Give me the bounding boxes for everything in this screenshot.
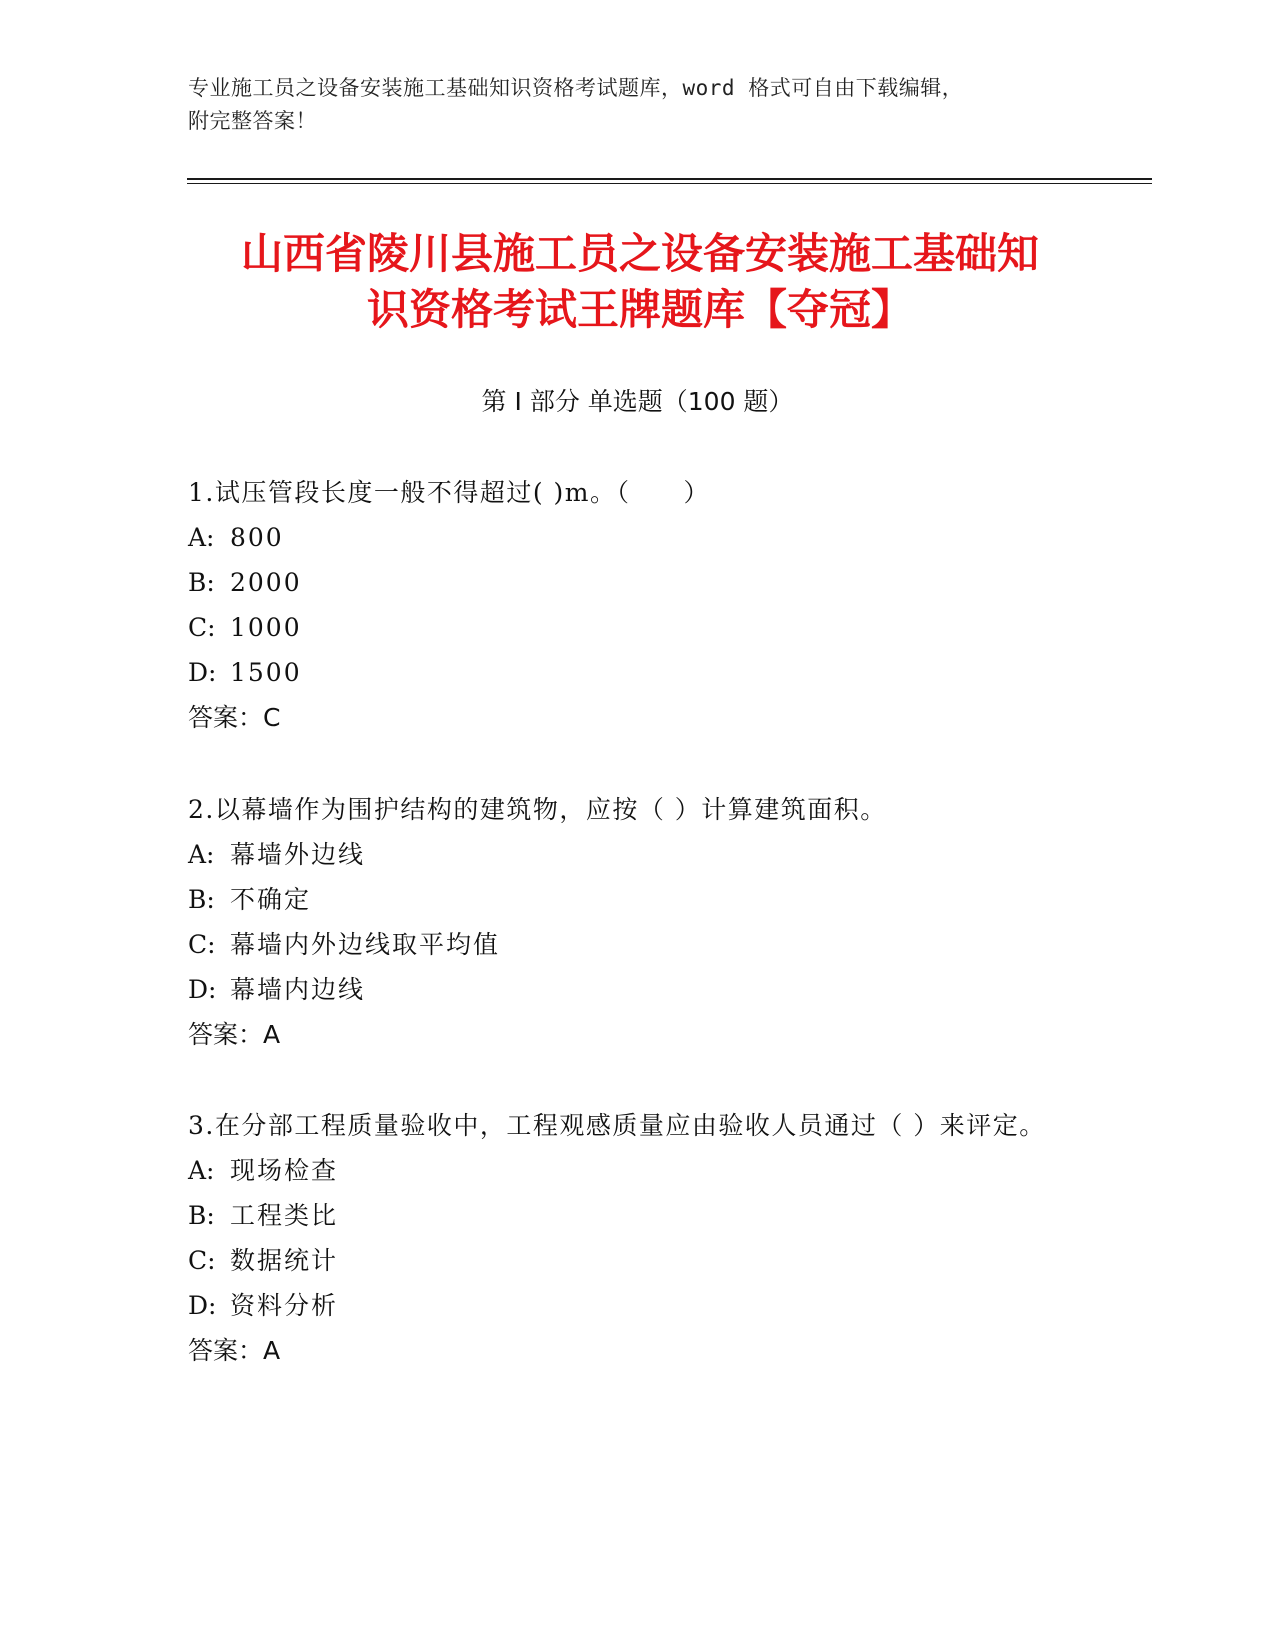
- option-text: 资料分析: [230, 1291, 339, 1320]
- document-title-line-1: 山西省陵川县施工员之设备安装施工基础知: [240, 229, 1039, 278]
- option-key: B:: [188, 1201, 215, 1230]
- option-key: D:: [188, 658, 217, 687]
- option-key: C:: [188, 613, 216, 642]
- question-stem: 3.在分部工程质量验收中，工程观感质量应由验收人员通过（ ）来评定。: [188, 1111, 1046, 1140]
- section-heading: 第 I 部分 单选题（100 题）: [481, 387, 794, 416]
- document-title: [190, 226, 1090, 338]
- option-a: [188, 1148, 1088, 1193]
- option-text: 数据统计: [230, 1246, 339, 1275]
- option-key: C:: [188, 930, 216, 959]
- option-text: 2000: [230, 568, 302, 597]
- header-divider-thick: [187, 178, 1152, 180]
- option-d: [188, 967, 1088, 1012]
- option-text: 现场检查: [230, 1156, 339, 1185]
- option-text: 幕墙内边线: [230, 975, 366, 1004]
- option-key: D:: [188, 975, 217, 1004]
- option-b: [188, 1193, 1088, 1238]
- option-a: [188, 515, 1088, 560]
- header-divider-thin: [187, 183, 1152, 184]
- option-b: [188, 877, 1088, 922]
- answer-line: 答案：C: [188, 703, 281, 732]
- header-note-line-2: 附完整答案！: [188, 109, 317, 133]
- option-text: 幕墙外边线: [230, 840, 366, 869]
- option-b: [188, 560, 1088, 605]
- answer-line: 答案：A: [188, 1336, 281, 1365]
- option-c: [188, 605, 1088, 650]
- option-text: 1500: [230, 658, 302, 687]
- answer-line: 答案：A: [188, 1020, 281, 1049]
- option-text: 800: [230, 523, 284, 552]
- option-a: [188, 832, 1088, 877]
- option-d: [188, 1283, 1088, 1328]
- option-key: B:: [188, 885, 215, 914]
- question-1: [188, 470, 1088, 740]
- option-text: 不确定: [230, 885, 312, 914]
- option-text: 工程类比: [230, 1201, 339, 1230]
- option-text: 幕墙内外边线取平均值: [230, 930, 501, 959]
- header-note-line-1: 专业施工员之设备安装施工基础知识资格考试题库，word 格式可自由下载编辑，: [188, 76, 964, 100]
- document-title-line-2: 识资格考试王牌题库【夺冠】: [366, 285, 913, 334]
- option-d: [188, 650, 1088, 695]
- question-stem: 2.以幕墙作为围护结构的建筑物，应按（ ）计算建筑面积。: [188, 795, 887, 824]
- option-key: C:: [188, 1246, 216, 1275]
- option-c: [188, 1238, 1088, 1283]
- question-3: [188, 1103, 1088, 1373]
- header-note: [188, 72, 1068, 138]
- option-key: A:: [188, 840, 215, 869]
- option-text: 1000: [230, 613, 302, 642]
- option-key: A:: [188, 523, 215, 552]
- option-key: B:: [188, 568, 215, 597]
- option-key: D:: [188, 1291, 217, 1320]
- option-c: [188, 922, 1088, 967]
- option-key: A:: [188, 1156, 215, 1185]
- question-2: [188, 787, 1088, 1057]
- question-stem: 1.试压管段长度一般不得超过( )m。（ ）: [188, 478, 711, 507]
